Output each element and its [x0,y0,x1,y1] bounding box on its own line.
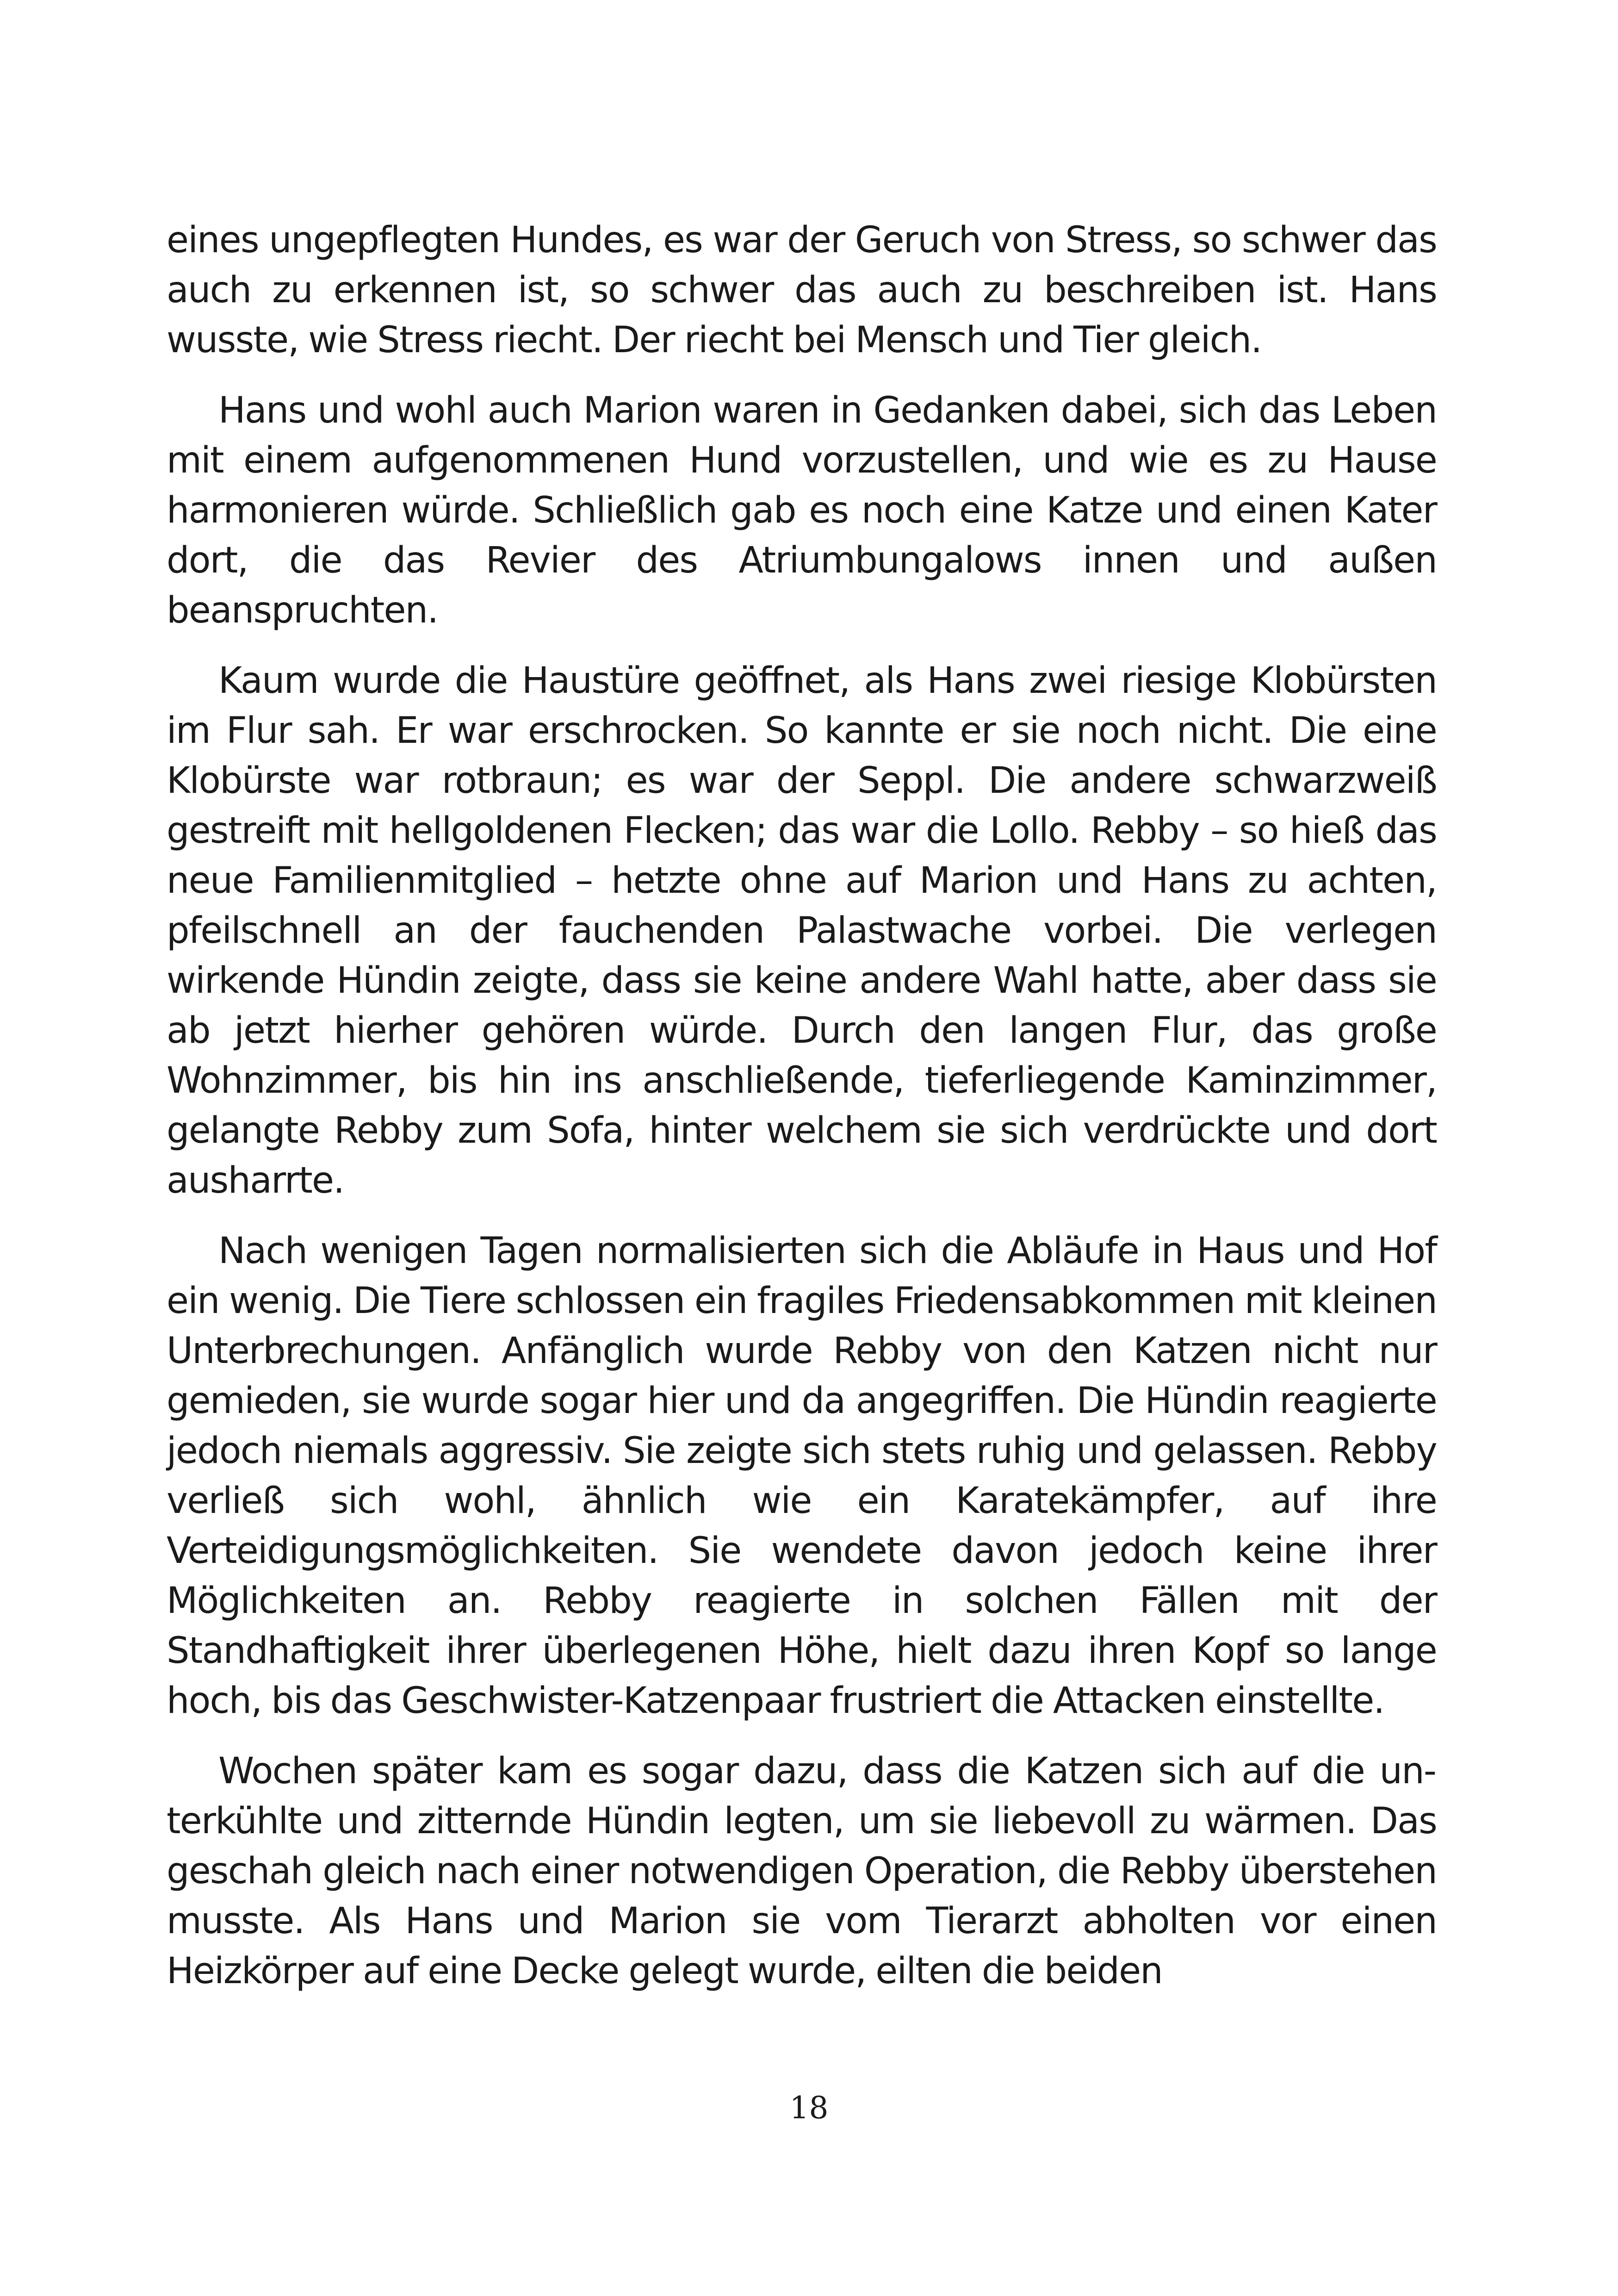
paragraph-5: Wochen später kam es sogar dazu, dass die Katzen sich auf die unterkühlte und zitternde Hündin legten, um sie liebevoll zu wärmen. Das geschah gleich nach einer notwendigen Operation, die Rebby überstehen musste. Als Hans und Marion sie vom Tierarzt abholten vor einen Heizkörper auf eine Decke gelegt wurde, eilten die beiden [167,1750,1437,1992]
page-number: 18 [789,2090,829,2126]
paragraph-1: eines ungepflegten Hundes, es war der Geruch von Stress, so schwer das auch zu erkennen ist, so schwer das auch zu beschreiben ist. Hans wusste, wie Stress riecht. Der riecht bei Mensch und Tier gleich. [167,219,1437,361]
paragraph-4: Nach wenigen Tagen normalisierten sich die Abläufe in Haus und Hof ein wenig. Die Tiere schlossen ein fragiles Friedensabkommen mit kleinen Unterbrechungen. Anfänglich wurde Rebby von den Katzen nicht nur gemieden, sie wurde sogar hier und da angegriffen. Die Hündin reagierte jedoch niemals aggressiv. Sie zeigte sich stets ruhig und gelassen. Rebby verließ sich wohl, ähnlich wie ein Karatekämpfer, auf ihre Verteidigungsmöglichkeiten. Sie wendete davon jedoch keine ihrer Möglichkeiten an. Rebby reagierte in solchen Fällen mit der Standhaftigkeit ihrer überlegenen Höhe, hielt dazu ihren Kopf so lange hoch, bis das Geschwister-Katzenpaar frustriert die Attacken einstellte. [167,1230,1437,1722]
paragraph-2: Hans und wohl auch Marion waren in Gedanken dabei, sich das Leben mit einem aufgenommenen Hund vorzustellen, und wie es zu Hause harmonieren würde. Schließlich gab es noch eine Katze und einen Kater dort, die das Revier des Atriumbungalows innen und außen beanspruchten. [167,390,1437,631]
paragraph-3: Kaum wurde die Haustüre geöffnet, als Hans zwei riesige Klobürsten im Flur sah. Er war erschrocken. So kannte er sie noch nicht. Die eine Klobürste war rotbraun; es war der Seppl. Die andere schwarzweiß gestreift mit hellgoldenen Flecken; das war die Lollo. Rebby – so hieß das neue Familienmitglied – hetzte ohne auf Marion und Hans zu achten, pfeilschnell an der fauchenden Palastwache vorbei. Die verlegen wirkende Hündin zeigte, dass sie keine andere Wahl hatte, aber dass sie ab jetzt hierher gehören würde. Durch den langen Flur, das große Wohnzimmer, bis hin ins anschließende, tieferliegende Kaminzimmer, gelangte Rebby zum Sofa, hinter welchem sie sich verdrückte und dort ausharrte. [167,660,1437,1201]
page-body [167,215,1437,2016]
